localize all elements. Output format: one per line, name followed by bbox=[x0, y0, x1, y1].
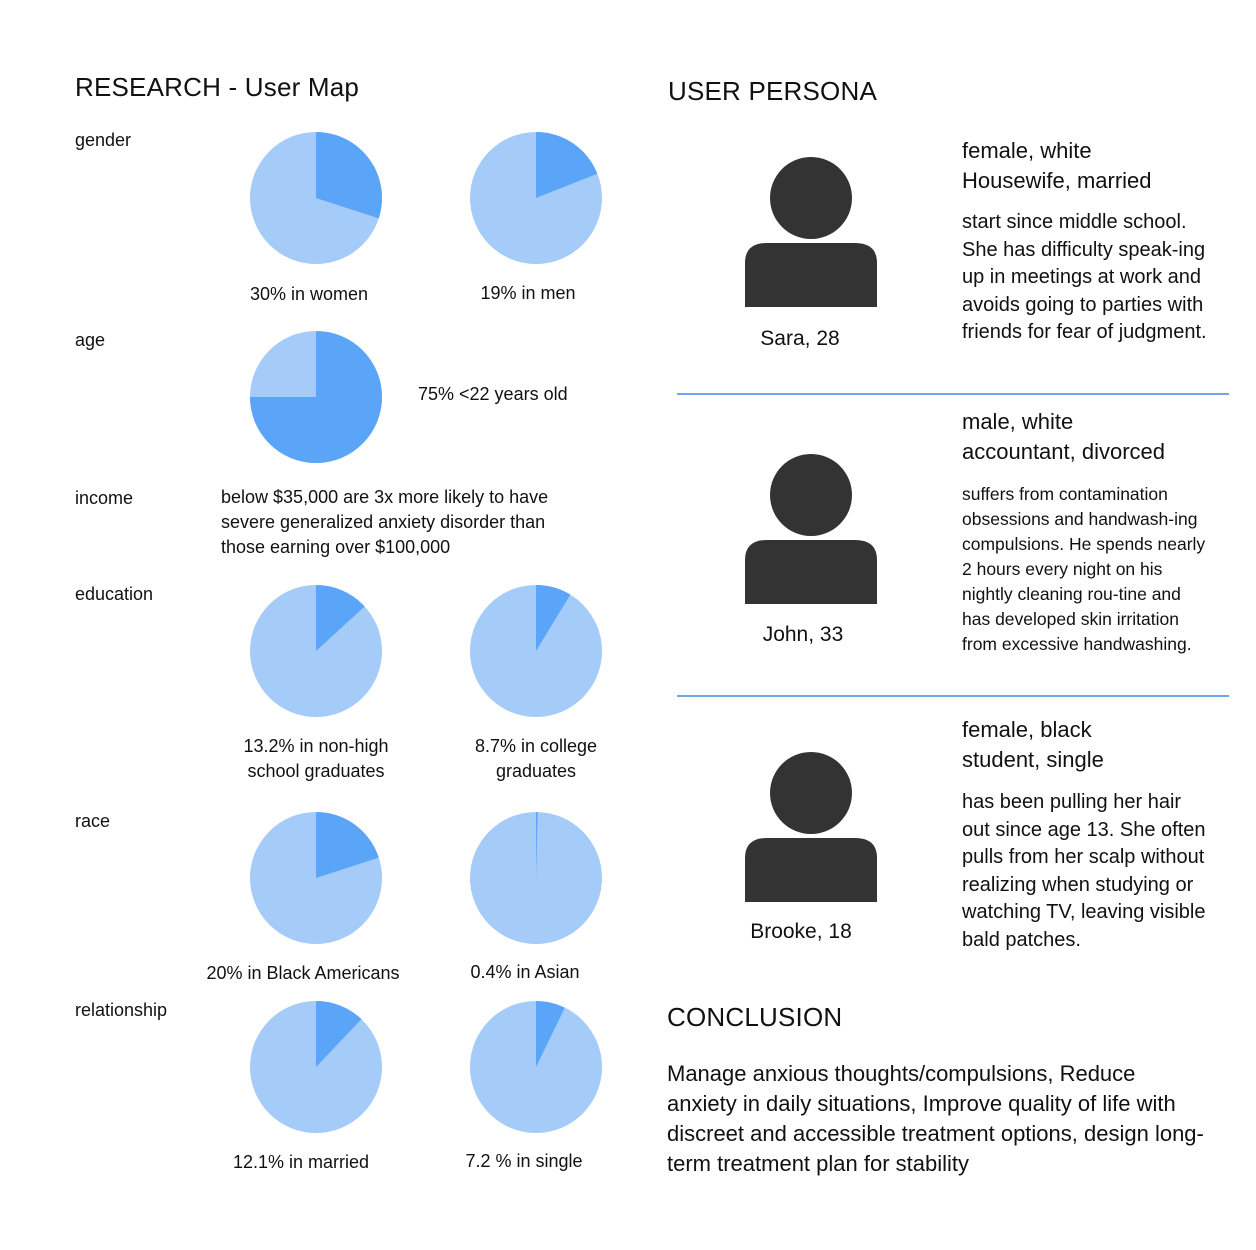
pie-chart-college bbox=[469, 584, 603, 718]
pie-label-men: 19% in men bbox=[480, 283, 576, 303]
pie-chart-non-high-school bbox=[249, 584, 383, 718]
pie-chart-single bbox=[469, 1000, 603, 1134]
person-avatar-icon bbox=[745, 155, 877, 310]
pie-label-college: 8.7% in college graduates bbox=[474, 736, 598, 781]
category-label-education: education bbox=[75, 584, 154, 604]
category-label-age: age bbox=[75, 330, 106, 350]
research-title: RESEARCH - User Map bbox=[75, 72, 360, 102]
pie-label-non-high-school: 13.2% in non-high school graduates bbox=[243, 736, 389, 781]
category-label-gender: gender bbox=[75, 130, 132, 150]
persona-occupation-brooke: student, single bbox=[962, 747, 1104, 772]
persona-occupation-john: accountant, divorced bbox=[962, 439, 1166, 464]
persona-name-brooke: Brooke, 18 bbox=[750, 920, 852, 943]
pie-chart-age bbox=[249, 330, 383, 464]
persona-description-sara: start since middle school. She has difficulty speak-ing up in meetings at work and avoids going to parties with friends for fear of judgment. bbox=[962, 211, 1207, 343]
category-label-income: income bbox=[75, 488, 134, 508]
pie-label-married: 12.1% in married bbox=[232, 1152, 370, 1172]
pie-chart-women bbox=[249, 131, 383, 265]
pie-chart-asian bbox=[469, 811, 603, 945]
pie-chart-married bbox=[249, 1000, 383, 1134]
persona-separator bbox=[677, 393, 1229, 395]
persona-title: USER PERSONA bbox=[668, 76, 878, 106]
conclusion-text: Manage anxious thoughts/compulsions, Reduce anxiety in daily situations, Improve quality of life with discreet and accessible treatment options, design long-term treatment plan for stability bbox=[667, 1061, 1204, 1176]
pie-label-asian: 0.4% in Asian bbox=[470, 962, 580, 982]
persona-demographic-brooke: female, black bbox=[962, 717, 1092, 742]
persona-separator bbox=[677, 695, 1229, 697]
persona-occupation-sara: Housewife, married bbox=[962, 168, 1152, 193]
person-avatar-icon bbox=[745, 452, 877, 607]
persona-name-sara: Sara, 28 bbox=[760, 327, 840, 350]
conclusion-title: CONCLUSION bbox=[667, 1002, 843, 1032]
pie-chart-black-americans bbox=[249, 811, 383, 945]
category-label-relationship: relationship bbox=[75, 1000, 168, 1020]
person-avatar-icon bbox=[745, 750, 877, 905]
pie-label-women: 30% in women bbox=[249, 284, 369, 304]
pie-label-black-americans: 20% in Black Americans bbox=[206, 963, 400, 983]
persona-demographic-john: male, white bbox=[962, 409, 1074, 434]
pie-chart-men bbox=[469, 131, 603, 265]
pie-label-age: 75% <22 years old bbox=[418, 384, 568, 404]
persona-name-john: John, 33 bbox=[762, 623, 844, 646]
income-statistic-text: below $35,000 are 3x more likely to have severe generalized anxiety disorder than those earning over $100,000 bbox=[221, 487, 549, 557]
category-label-race: race bbox=[75, 811, 111, 831]
persona-demographic-sara: female, white bbox=[962, 138, 1092, 163]
pie-label-single: 7.2 % in single bbox=[465, 1151, 583, 1171]
persona-description-john: suffers from contamination obsessions and handwash-ing compulsions. He spends nearly 2 hours every night on his nightly cleaning rou-tine and has developed skin irritation from excessive handwashing. bbox=[962, 484, 1206, 654]
persona-description-brooke: has been pulling her hair out since age 13. She often pulls from her scalp without realizing when studying or watching TV, leaving visible bald patches. bbox=[962, 791, 1206, 951]
